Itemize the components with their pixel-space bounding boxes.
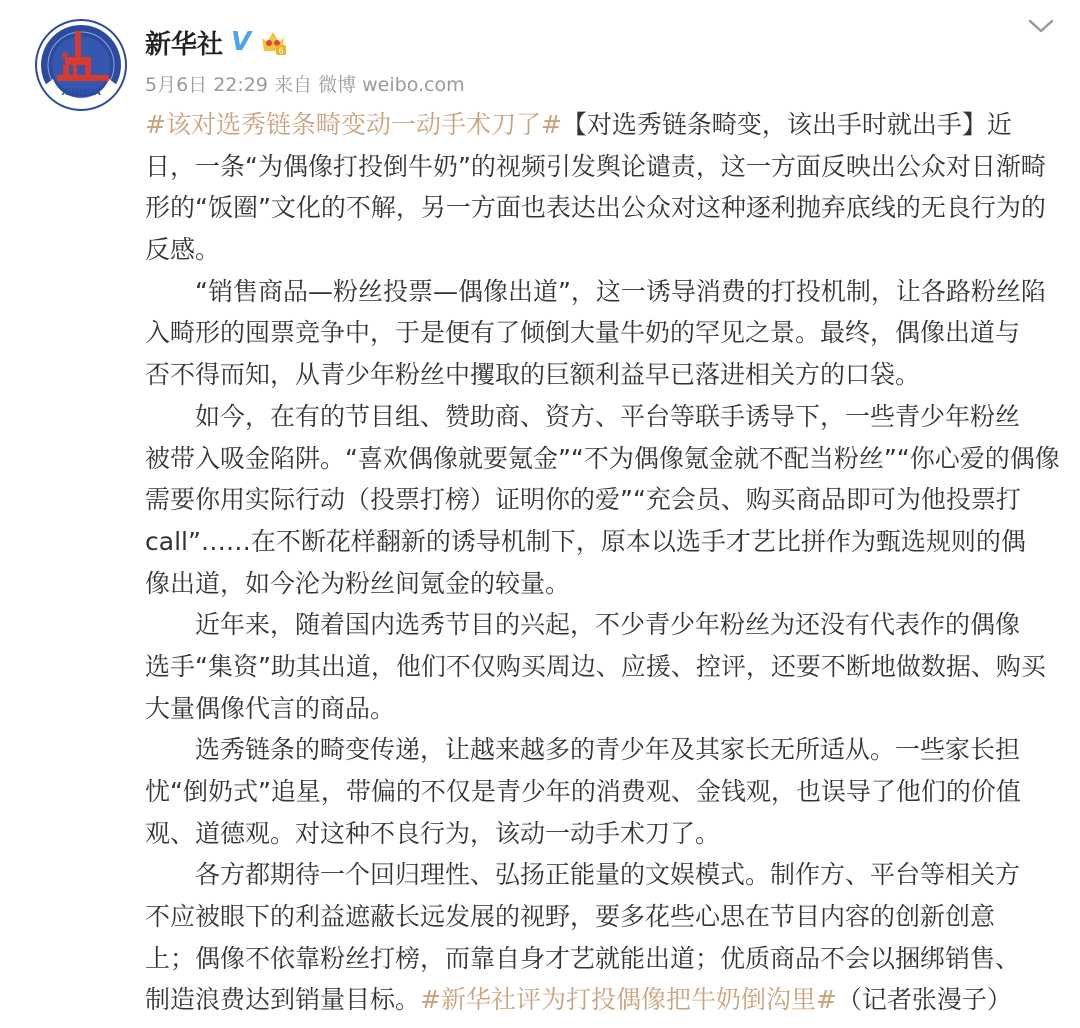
- text-line: [145, 146, 1065, 188]
- text-segment: 制造浪费达到销量目标。: [145, 985, 421, 1015]
- text-line: [145, 312, 1065, 354]
- post-paragraph: [145, 271, 1065, 396]
- text-segment: （记者张漫子）: [836, 985, 1012, 1015]
- text-segment: 日，一条“为偶像打投倒牛奶”的视频引发舆论谴责，这一方面反映出公众对日渐畸: [145, 151, 1046, 181]
- svg-text:XINHUA: XINHUA: [61, 88, 101, 98]
- text-segment: 入畸形的囤票竞争中，于是便有了倾倒大量牛奶的罕见之景。最终，偶像出道与: [145, 318, 1021, 348]
- text-segment: 形的“饭圈”文化的不解，另一方面也表达出公众对这种逐利抛弃底线的无良行为的: [145, 193, 1046, 223]
- text-segment: 被带入吸金陷阱。“喜欢偶像就要氪金”“不为偶像氪金就不配当粉丝”“你心爱的偶像: [145, 443, 1060, 473]
- text-segment: 反感。: [145, 235, 221, 265]
- verified-icon: V: [231, 27, 252, 57]
- text-line: [145, 646, 1065, 688]
- post-paragraph: [145, 104, 1065, 271]
- text-segment: call”……在不断花样翻新的诱导机制下，原本以选手才艺比拼作为甄选规则的偶: [145, 526, 1026, 556]
- post-paragraph: [145, 729, 1065, 854]
- text-line: [145, 771, 1065, 813]
- vip-crown-icon: [259, 28, 287, 56]
- post-timestamp: 5月6日 22:29: [145, 74, 268, 96]
- author-name[interactable]: 新华社: [145, 29, 224, 60]
- text-segment: 否不得而知，从青少年粉丝中攫取的巨额利益早已落进相关方的口袋。: [145, 360, 921, 390]
- text-segment: 忧“倒奶式”追星，带偏的不仅是青少年的消费观、金钱观，也误导了他们的价值: [145, 777, 1021, 806]
- text-line: [145, 479, 1065, 521]
- text-segment: 大量偶像代言的商品。: [145, 693, 396, 723]
- text-segment: 各方都期待一个回归理性、弘扬正能量的文娱模式。制作方、平台等相关方: [195, 860, 1021, 890]
- post-paragraph: [145, 604, 1065, 729]
- hashtag-link[interactable]: #新华社评为打投偶像把牛奶倒沟里#: [420, 985, 837, 1015]
- text-line: [145, 396, 1065, 438]
- text-line: [145, 187, 1065, 229]
- text-line: [145, 813, 1065, 855]
- text-line: [145, 729, 1065, 771]
- text-segment: 上；偶像不依靠粉丝打榜，而靠自身才艺就能出道；优质商品不会以捆绑销售、: [145, 943, 1021, 973]
- svg-text:6: 6: [278, 46, 284, 56]
- text-line: [145, 938, 1065, 980]
- hashtag-link[interactable]: #该对选秀链条畸变动一动手术刀了#: [145, 110, 562, 139]
- source-prefix: 来自: [274, 74, 313, 96]
- xinhua-logo-icon: [35, 19, 127, 111]
- post-paragraph: [145, 854, 1065, 1021]
- text-line: [145, 604, 1065, 646]
- post-source: 微博 weibo.com: [318, 74, 465, 96]
- text-segment: 近年来，随着国内选秀节目的兴起，不少青少年粉丝为还没有代表作的偶像: [195, 610, 1021, 640]
- text-segment: 选秀链条的畸变传递，让越来越多的青少年及其家长无所适从。一些家长担: [195, 735, 1021, 765]
- text-line: [145, 979, 1065, 1021]
- text-line: [145, 896, 1065, 938]
- text-line: [145, 229, 1065, 271]
- text-line: [145, 854, 1065, 896]
- text-line: [145, 438, 1065, 480]
- text-segment: 需要你用实际行动（投票打榜）证明你的爱”“充会员、购买商品即可为他投票打: [145, 485, 1021, 515]
- text-line: [145, 354, 1065, 396]
- text-segment: 【对选秀链条畸变，该出手时就出手】近: [561, 110, 1012, 139]
- text-line: [145, 104, 1065, 146]
- text-line: [145, 271, 1065, 313]
- text-line: [145, 688, 1065, 730]
- author-row: [145, 24, 287, 60]
- post-body: [145, 104, 1065, 1021]
- text-segment: 观、道德观。对这种不良行为，该动一动手术刀了。: [145, 818, 721, 848]
- text-segment: “销售商品—粉丝投票—偶像出道”，这一诱导消费的打投机制，让各路粉丝陷: [195, 276, 1046, 306]
- post-meta: [145, 70, 465, 97]
- text-line: [145, 563, 1065, 605]
- post-paragraph: [145, 396, 1065, 604]
- author-avatar[interactable]: [35, 19, 127, 111]
- text-segment: 选手“集资”助其出道，他们不仅购买周边、应援、控评，还要不断地做数据、购买: [145, 651, 1046, 681]
- text-segment: 不应被眼下的利益遮蔽长远发展的视野，要多花些心思在节目内容的创新创意: [145, 902, 996, 932]
- text-segment: 如今，在有的节目组、赞助商、资方、平台等联手诱导下，一些青少年粉丝: [195, 401, 1021, 431]
- text-segment: 像出道，如今沦为粉丝间氪金的较量。: [145, 568, 571, 598]
- post-menu-chevron-icon[interactable]: [1026, 14, 1056, 38]
- text-line: [145, 521, 1065, 563]
